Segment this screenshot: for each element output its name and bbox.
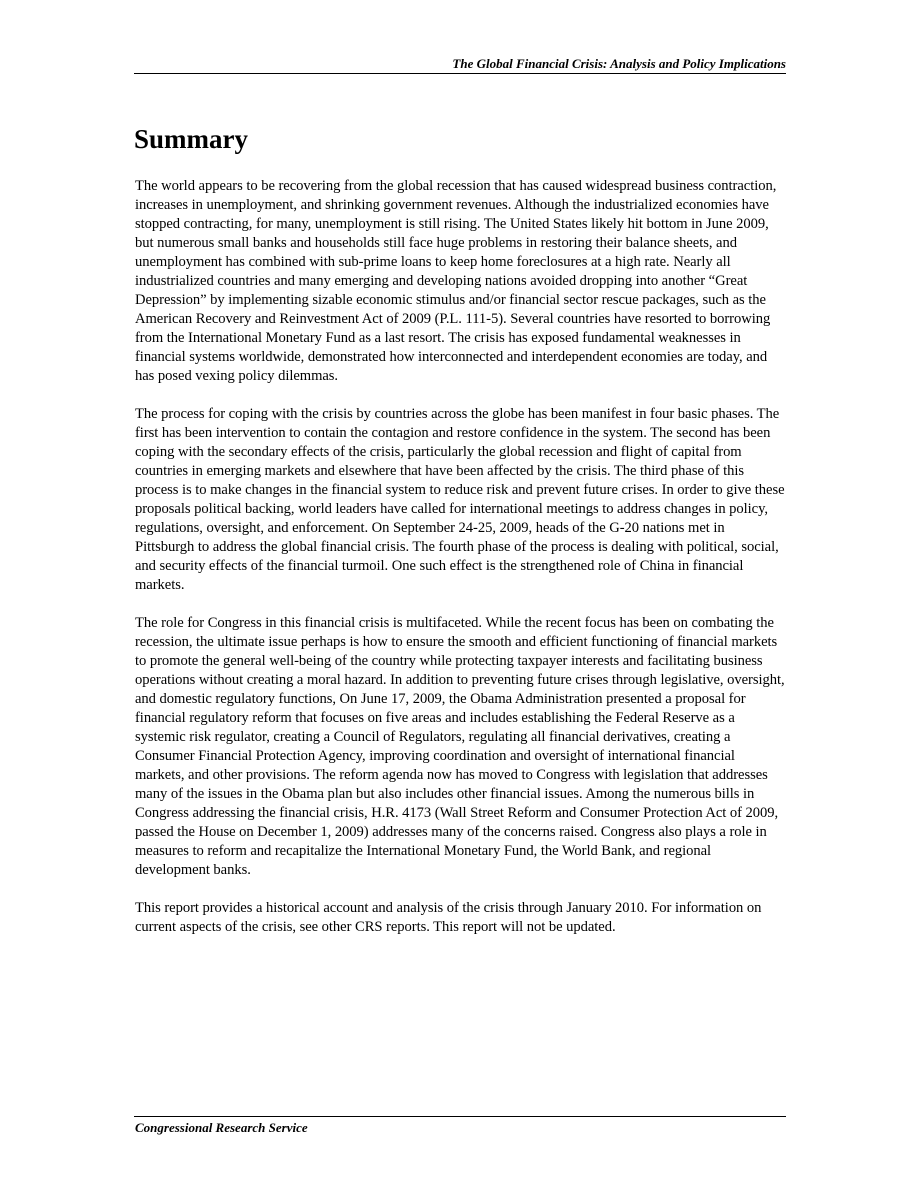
summary-paragraph-1: The world appears to be recovering from the global recession that has caused widespread business contraction, increases in unemployment, and shrinking government revenues. Although the industrialized economies have stopped contracting, for many, unemployment is still rising. The United States likely hit bottom in June 2009, but numerous small banks and households still face huge problems in restoring their balance sheets, and unemployment has combined with sub-prime loans to keep home foreclosures at a high rate. Nearly all industrialized countries and many emerging and developing nations avoided dropping into another “Great Depression” by implementing sizable economic stimulus and/or financial sector rescue packages, such as the American Recovery and Reinvestment Act of 2009 (P.L. 111-5). Several countries have resorted to borrowing from the International Monetary Fund as a last resort. The crisis has exposed fundamental weaknesses in financial systems worldwide, demonstrated how interconnected and interdependent economies are today, and has posed vexing policy dilemmas.: [135, 178, 777, 384]
header-divider: [134, 73, 786, 74]
running-header: The Global Financial Crisis: Analysis and Policy Implications: [452, 56, 786, 71]
footer-divider: [134, 1116, 786, 1117]
summary-body: [135, 177, 787, 956]
page-title: Summary: [134, 124, 248, 154]
running-footer: Congressional Research Service: [135, 1120, 308, 1135]
summary-paragraph-2: The process for coping with the crisis by countries across the globe has been manifest in four basic phases. The first has been intervention to contain the contagion and restore confidence in the system. The second has been coping with the secondary effects of the crisis, particularly the global recession and flight of capital from countries in emerging markets and elsewhere that have been affected by the crisis. The third phase of this process is to make changes in the financial system to reduce risk and prevent future crises. In order to give these proposals political backing, world leaders have called for international meetings to address changes in policy, regulations, oversight, and enforcement. On September 24-25, 2009, heads of the G-20 nations met in Pittsburgh to address the global financial crisis. The fourth phase of the process is dealing with political, social, and security effects of the financial turmoil. One such effect is the strengthened role of China in financial markets.: [135, 406, 785, 593]
summary-paragraph-3: The role for Congress in this financial crisis is multifaceted. While the recent focus has been on combating the recession, the ultimate issue perhaps is how to ensure the smooth and efficient functioning of financial markets to promote the general well-being of the country while protecting taxpayer interests and facilitating business operations without creating a moral hazard. In addition to preventing future crises through legislative, oversight, and domestic regulatory functions, On June 17, 2009, the Obama Administration presented a proposal for financial regulatory reform that focuses on five areas and includes establishing the Federal Reserve as a systemic risk regulator, creating a Council of Regulators, regulating all financial derivatives, creating a Consumer Financial Protection Agency, improving coordination and oversight of international financial markets, and other provisions. The reform agenda now has moved to Congress with legislation that addresses many of the issues in the Obama plan but also includes other financial issues. Among the numerous bills in Congress addressing the financial crisis, H.R. 4173 (Wall Street Reform and Consumer Protection Act of 2009, passed the House on December 1, 2009) addresses many of the concerns raised. Congress also plays a role in measures to reform and recapitalize the International Monetary Fund, the World Bank, and regional development banks.: [135, 615, 785, 878]
summary-paragraph-4: This report provides a historical account and analysis of the crisis through January 2010. For information on current aspects of the crisis, see other CRS reports. This report will not be updated.: [135, 900, 762, 935]
